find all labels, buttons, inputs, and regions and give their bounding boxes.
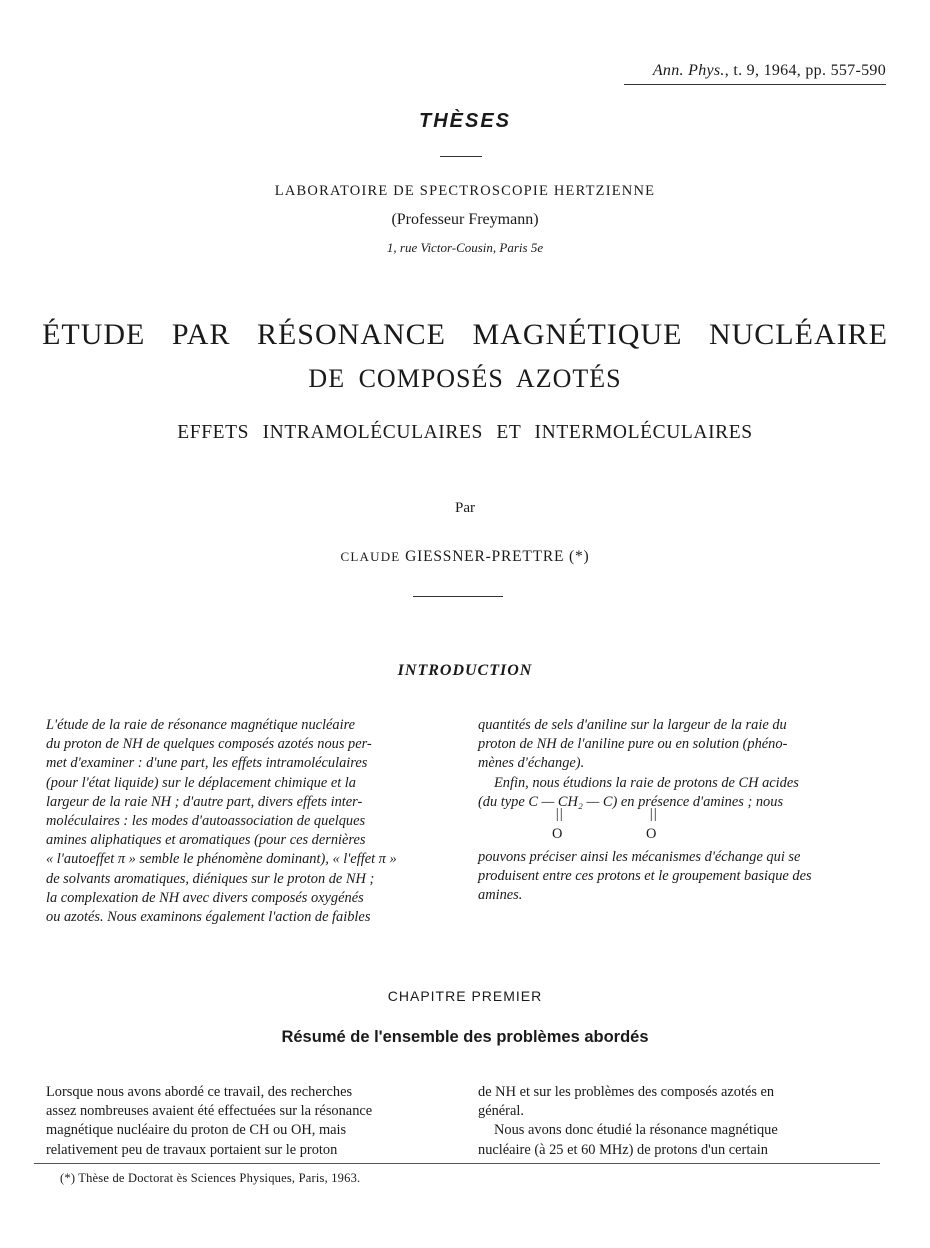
chapter-left-column — [46, 1083, 436, 1160]
carbonyl-oxygen-right: O — [646, 826, 657, 842]
text-line: du proton de NH de quelques composés azotés nous per- — [46, 736, 372, 753]
carbonyl-bond-left: || — [555, 806, 563, 822]
introduction-left-column — [46, 716, 436, 927]
divider — [413, 596, 503, 597]
text-line: relativement peu de travaux portaient sur le proton — [46, 1141, 338, 1158]
text-line: assez nombreuses avaient été effectuées sur la résonance — [46, 1103, 373, 1120]
carbonyl-bond-right: || — [649, 806, 657, 822]
text-line: magnétique nucléaire du proton de CH ou OH, mais — [46, 1122, 347, 1139]
author-name — [0, 548, 930, 566]
text-line: de NH et sur les problèmes des composés azotés en — [478, 1084, 775, 1100]
author-first-name: CLAUDE — [340, 549, 401, 564]
paper-title-line-2: DE COMPOSÉS AZOTÉS — [308, 364, 622, 393]
text-line: Nous avons donc étudié la résonance magnétique — [494, 1122, 778, 1139]
laboratory-name: LABORATOIRE DE SPECTROSCOPIE HERTZIENNE — [274, 183, 656, 199]
chapter-label: CHAPITRE PREMIER — [387, 988, 543, 1004]
professor-line: (Professeur Freymann) — [391, 211, 539, 228]
journal-citation — [653, 62, 886, 80]
chapter-title: Résumé de l'ensemble des problèmes abordés — [281, 1028, 649, 1046]
citation-details: , t. 9, 1964, pp. 557-590 — [724, 62, 886, 79]
text-line: la complexation de NH avec divers composés oxygénés — [46, 889, 364, 906]
citation-journal: Ann. Phys. — [652, 62, 725, 79]
text-line: proton de NH de l'aniline pure ou en solution (phéno- — [478, 736, 788, 753]
footnote-divider — [34, 1163, 880, 1164]
text-line: L'étude de la raie de résonance magnétique nucléaire — [46, 717, 356, 733]
introduction-right-column-continued — [478, 848, 884, 906]
carbonyl-oxygen-left: O — [552, 826, 563, 842]
section-heading: THÈSES — [418, 110, 512, 132]
text-line: (du type C — CH₂ — C) en présence d'amines ; nous — [478, 793, 784, 810]
text-line: mènes d'échange). — [478, 755, 585, 772]
byline-par: Par — [455, 500, 475, 516]
text-line: (pour l'état liquide) sur le déplacement chimique et la — [46, 774, 357, 791]
text-line: largeur de la raie NH ; d'autre part, divers effets inter- — [46, 793, 363, 810]
text-line: pouvons préciser ainsi les mécanismes d'échange qui se — [478, 849, 801, 865]
text-line: met d'examiner : d'une part, les effets intramoléculaires — [46, 755, 368, 772]
text-line: Enfin, nous étudions la raie de protons de CH acides — [494, 774, 799, 791]
paper-title-line-1: ÉTUDE PAR RÉSONANCE MAGNÉTIQUE NUCLÉAIRE — [42, 318, 888, 351]
citation-underline — [624, 84, 886, 85]
introduction-heading: INTRODUCTION — [397, 662, 533, 679]
text-line: quantités de sels d'aniline sur la largeur de la raie du — [478, 717, 787, 733]
divider — [440, 156, 482, 157]
text-line: général. — [478, 1103, 524, 1120]
text-line: moléculaires : les modes d'autoassociation de quelques — [46, 813, 366, 830]
text-line: de solvants aromatiques, diéniques sur le proton de NH ; — [46, 870, 375, 887]
text-line: ou azotés. Nous examinons également l'action de faibles — [46, 909, 371, 926]
text-line: nucléaire (à 25 et 60 MHz) de protons d'un certain — [478, 1141, 768, 1158]
laboratory-address: 1, rue Victor-Cousin, Paris 5e — [386, 240, 544, 255]
introduction-right-column — [478, 716, 884, 812]
text-line: amines aliphatiques et aromatiques (pour ces dernières — [46, 832, 366, 849]
paper-subtitle: EFFETS INTRAMOLÉCULAIRES ET INTERMOLÉCULAIRES — [177, 422, 753, 443]
text-line: « l'autoeffet π » semble le phénomène dominant), « l'effet π » — [46, 851, 397, 868]
footnote: (*) Thèse de Doctorat ès Sciences Physiques, Paris, 1963. — [60, 1171, 361, 1185]
text-line: produisent entre ces protons et le groupement basique des — [478, 868, 812, 885]
author-last-name: GIESSNER-PRETTRE (*) — [405, 548, 590, 565]
text-line: amines. — [478, 887, 523, 904]
chapter-right-column — [478, 1083, 884, 1160]
text-line: Lorsque nous avons abordé ce travail, des recherches — [46, 1084, 353, 1100]
